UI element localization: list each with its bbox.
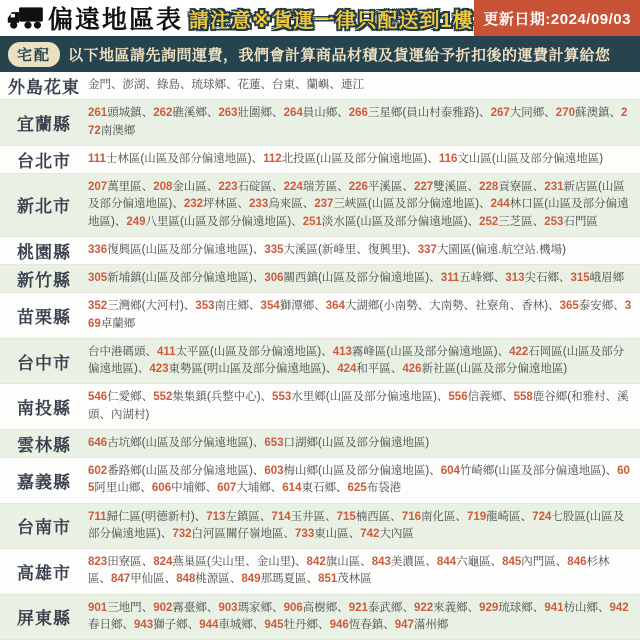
region-label: 台中市 xyxy=(17,353,71,373)
area-name: 台中港碼頭 xyxy=(88,345,146,358)
postal-code: 272 xyxy=(88,107,628,137)
delivery-warning-text: 請注意※貨運一律只配送到1樓 xyxy=(189,9,474,32)
area-name: 枋山鄉 xyxy=(563,601,598,614)
area-name: 布袋港 xyxy=(366,482,402,495)
postal-code: 842 xyxy=(306,556,326,568)
area-name: 水里鄉(山區及部分偏遠地區) xyxy=(291,391,437,404)
postal-code: 231 xyxy=(544,181,564,193)
area-name: 雙溪區 xyxy=(433,181,468,193)
postal-code: 724 xyxy=(532,510,552,523)
area-name: 金山區 xyxy=(172,181,207,193)
postal-code: 922 xyxy=(413,601,434,614)
area-name: 石岡區(山區及部分偏遠地區) xyxy=(88,345,625,375)
area-name: 綠島 xyxy=(157,79,180,91)
postal-code: 844 xyxy=(436,556,457,568)
area-name: 龍崎區 xyxy=(486,510,521,523)
area-name: 左鎮區 xyxy=(225,510,260,523)
table-row xyxy=(0,265,640,293)
postal-code: 226 xyxy=(348,181,368,193)
area-name: 三灣鄉(大河村) xyxy=(107,300,184,313)
postal-code: 625 xyxy=(347,482,367,495)
region-label: 屏東縣 xyxy=(17,609,71,629)
area-name: 恆春鎮 xyxy=(348,618,384,631)
area-name: 車城鄉 xyxy=(218,618,253,631)
area-name: 竹崎鄉(山區及部分偏遠地區) xyxy=(459,465,606,477)
postal-code: 849 xyxy=(241,573,261,586)
postal-code: 606 xyxy=(151,482,172,495)
postal-code: 208 xyxy=(153,181,173,193)
postal-code: 846 xyxy=(567,556,587,568)
table-row xyxy=(0,595,640,640)
postal-code: 223 xyxy=(218,181,238,193)
postal-code: 313 xyxy=(505,272,525,284)
postal-code: 364 xyxy=(325,300,345,313)
area-name: 三地門 xyxy=(107,601,142,614)
area-name: 滿州鄉 xyxy=(413,618,449,631)
postal-code: 227 xyxy=(413,181,434,193)
postal-code: 902 xyxy=(153,601,173,614)
area-name: 太平區(山區及部分偏遠地區) xyxy=(175,345,322,358)
area-name: 蘭嶼 xyxy=(306,79,330,91)
area-name: 八里區(山區及部分偏遠地區) xyxy=(145,215,292,228)
page-title: 偏遠地區表 xyxy=(48,6,184,34)
area-name: 白河區關仔嶺地區 xyxy=(191,527,284,540)
area-name: 那瑪夏區 xyxy=(260,573,307,586)
postal-code: 352 xyxy=(88,300,108,313)
area-name: 梅山鄉(山區及部分偏遠地區) xyxy=(283,465,430,477)
postal-code: 305 xyxy=(88,272,108,284)
area-name: 仁愛鄉 xyxy=(107,391,142,404)
postal-code: 943 xyxy=(134,618,154,631)
postal-code: 901 xyxy=(88,601,108,614)
postal-code: 232 xyxy=(183,198,204,211)
area-name: 旗山區 xyxy=(325,556,361,568)
area-name: 來義鄉 xyxy=(433,601,468,614)
area-list: 823田寮區、824燕巢區(尖山里、金山里)、842旗山區、843美濃區、844六龜區、845內門區、846杉林區、847甲仙區、848桃源區、849那瑪夏區、851茂林區 xyxy=(88,556,610,586)
area-name: 大園區(偏遠.航空站.機場) xyxy=(436,243,566,256)
postal-code: 422 xyxy=(509,345,529,358)
postal-code: 369 xyxy=(88,300,632,330)
table-row xyxy=(0,146,640,174)
region-label: 高雄市 xyxy=(17,563,71,583)
area-name: 峨眉鄉 xyxy=(589,272,625,284)
truck-icon xyxy=(6,5,44,31)
postal-code: 848 xyxy=(176,573,196,586)
postal-code: 264 xyxy=(283,107,303,120)
area-name: 南澳鄉 xyxy=(100,124,136,137)
table-row xyxy=(0,293,640,339)
postal-code: 336 xyxy=(88,243,108,256)
region-label: 新竹縣 xyxy=(17,271,71,291)
postal-code: 337 xyxy=(417,243,437,256)
area-name: 歸仁區(明德新村) xyxy=(106,510,195,523)
postal-code: 646 xyxy=(88,436,108,449)
postal-code: 207 xyxy=(88,181,108,193)
update-date-badge: 更新日期:2024/09/03 xyxy=(474,0,640,36)
postal-code: 716 xyxy=(401,510,421,523)
area-name: 東勢區(明山區及部分偏遠地區) xyxy=(168,363,326,375)
postal-code: 262 xyxy=(153,107,173,120)
area-name: 番路鄉(山區及部分偏遠地區) xyxy=(107,465,253,477)
region-table xyxy=(0,72,640,640)
postal-code: 413 xyxy=(332,345,352,358)
area-name: 萬里區 xyxy=(107,181,142,193)
postal-code: 824 xyxy=(153,556,173,568)
area-name: 淡水區(山區及部分偏遠地區) xyxy=(321,215,468,228)
area-name: 中埔鄉 xyxy=(171,482,206,495)
area-name: 泰武鄉 xyxy=(367,601,403,614)
area-name: 關西鎮(山區及部分偏遠地區) xyxy=(283,272,430,284)
postal-code: 423 xyxy=(149,363,169,375)
area-name: 烏來區 xyxy=(268,198,303,211)
postal-code: 843 xyxy=(371,556,391,568)
area-name: 七股區(山區及部分偏遠地區) xyxy=(88,510,625,540)
postal-code: 111 xyxy=(88,152,106,165)
region-label: 宜蘭縣 xyxy=(17,115,71,134)
area-name: 新埔鎮(山區及部分偏遠地區) xyxy=(107,272,253,284)
postal-code: 233 xyxy=(249,198,269,211)
area-name: 壯圍鄉 xyxy=(237,107,273,120)
area-name: 霧峰區(山區及部分偏遠地區) xyxy=(351,345,498,358)
area-name: 獅子鄉 xyxy=(153,618,188,631)
area-name: 蘇澳鎮 xyxy=(574,107,610,120)
area-name: 三星鄉(員山村泰雅路) xyxy=(367,107,480,120)
area-name: 集集鎮(兵整中心) xyxy=(172,391,261,404)
postal-code: 906 xyxy=(283,601,303,614)
area-list: 901三地門、902霧臺鄉、903瑪家鄉、906高樹鄉、921泰武鄉、922來義鄉、929琉球鄉、941枋山鄉、942春日鄉、943獅子鄉、944車城鄉、945牡丹鄉、946恆春鎮、947滿州鄉 xyxy=(88,601,629,631)
area-name: 阿里山鄉 xyxy=(94,482,141,495)
area-name: 高樹鄉 xyxy=(302,601,338,614)
notice-bar xyxy=(0,36,640,72)
area-list: 111士林區(山區及部分偏遠地區)、112北投區(山區及部分偏遠地區)、116文山區(山區及部分偏遠地區) xyxy=(88,152,604,165)
postal-code: 249 xyxy=(126,215,146,228)
area-list: 352三灣鄉(大河村)、353南庄鄉、354獅潭鄉、364大湖鄉(小南勢、大南勢、社寮角、香林)、365泰安鄉、369卓蘭鄉 xyxy=(88,300,632,330)
area-name: 楠西區 xyxy=(355,510,391,523)
postal-code: 947 xyxy=(394,618,414,631)
postal-code: 732 xyxy=(172,527,192,540)
area-name: 文山區(山區及部分偏遠地區) xyxy=(457,152,604,165)
area-name: 田寮區 xyxy=(107,556,142,568)
area-name: 信義鄉 xyxy=(467,391,503,404)
area-name: 花蓮 xyxy=(237,79,261,91)
postal-code: 823 xyxy=(88,556,108,568)
postal-code: 942 xyxy=(609,601,629,614)
postal-code: 604 xyxy=(440,465,460,477)
area-name: 復興區(山區及部分偏遠地區) xyxy=(107,243,253,256)
area-list: 金門、澎湖、綠島、琉球鄉、花蓮、台東、蘭嶼、連江 xyxy=(88,79,364,91)
area-name: 春日鄉 xyxy=(88,618,123,631)
table-row xyxy=(0,100,640,146)
area-name: 甲仙區 xyxy=(130,573,165,586)
area-name: 玉井區 xyxy=(290,510,326,523)
area-name: 三峽區(山區及部分偏遠地區) xyxy=(333,198,480,211)
postal-code: 267 xyxy=(490,107,510,120)
postal-code: 426 xyxy=(402,363,422,375)
region-label: 台北市 xyxy=(17,151,71,171)
postal-code: 603 xyxy=(264,465,284,477)
postal-code: 714 xyxy=(271,510,291,523)
postal-code: 713 xyxy=(206,510,226,523)
area-name: 和平區 xyxy=(356,363,391,375)
area-name: 鹿谷鄉(和雅村、溪頭、內湖村) xyxy=(88,391,629,421)
postal-code: 228 xyxy=(479,181,499,193)
notice-text: 以下地區請先詢問運費，我們會計算商品材積及貨運給予折扣後的運費計算給您 xyxy=(68,46,611,64)
postal-code: 553 xyxy=(272,391,292,404)
area-name: 五峰鄉 xyxy=(459,272,494,284)
area-name: 古坑鄉(山區及部分偏遠地區) xyxy=(107,436,253,449)
postal-code: 719 xyxy=(466,510,487,523)
postal-code: 263 xyxy=(218,107,238,120)
postal-code: 112 xyxy=(263,152,282,165)
area-name: 泰安鄉 xyxy=(578,300,614,313)
postal-code: 556 xyxy=(448,391,468,404)
area-list: 711歸仁區(明德新村)、713左鎮區、714玉井區、715楠西區、716南化區、719龍崎區、724七股區(山區及部分偏遠地區)、732白河區關仔嶺地區、733東山區、742大內區 xyxy=(88,510,625,540)
area-name: 頭城鎮 xyxy=(107,107,142,120)
postal-code: 602 xyxy=(88,465,108,477)
area-name: 石門區 xyxy=(563,215,598,228)
region-label: 台南市 xyxy=(17,518,71,538)
area-name: 卓蘭鄉 xyxy=(100,317,136,330)
postal-code: 353 xyxy=(195,300,215,313)
area-name: 霧臺鄉 xyxy=(172,601,207,614)
area-list: 261頭城鎮、262礁溪鄉、263壯圍鄉、264員山鄉、266三星鄉(員山村泰雅路)、267大同鄉、270蘇澳鎮、272南澳鄉 xyxy=(88,107,628,137)
area-name: 大湖鄉(小南勢、大南勢、社寮角、香林) xyxy=(344,300,549,313)
page-header xyxy=(0,0,640,36)
postal-code: 558 xyxy=(513,391,533,404)
postal-code: 851 xyxy=(318,573,338,586)
area-name: 琉球鄉 xyxy=(191,79,226,91)
postal-code: 946 xyxy=(329,618,349,631)
table-row xyxy=(0,72,640,100)
area-name: 東石鄉 xyxy=(301,482,336,495)
area-list: 646古坑鄉(山區及部分偏遠地區)、653口湖鄉(山區及部分偏遠地區) xyxy=(88,436,430,449)
postal-code: 845 xyxy=(502,556,522,568)
postal-code: 733 xyxy=(295,527,315,540)
postal-code: 424 xyxy=(337,363,357,375)
postal-code: 742 xyxy=(360,527,380,540)
area-name: 三芝區 xyxy=(498,215,533,228)
area-name: 連江 xyxy=(341,79,364,91)
area-name: 美濃區 xyxy=(390,556,426,568)
area-name: 東山區 xyxy=(314,527,349,540)
postal-code: 847 xyxy=(111,573,131,586)
area-name: 牡丹鄉 xyxy=(283,618,319,631)
postal-code: 711 xyxy=(88,510,107,523)
postal-code: 306 xyxy=(264,272,284,284)
postal-code: 315 xyxy=(570,272,590,284)
area-name: 口湖鄉(山區及部分偏遠地區) xyxy=(283,436,430,449)
table-row xyxy=(0,339,640,385)
area-name: 新社區(山區及部分偏遠地區) xyxy=(421,363,568,375)
postal-code: 224 xyxy=(283,181,303,193)
area-name: 尖石鄉 xyxy=(524,272,559,284)
postal-code: 715 xyxy=(336,510,356,523)
table-row xyxy=(0,504,640,550)
table-row xyxy=(0,458,640,504)
area-name: 大埔鄉 xyxy=(236,482,271,495)
postal-code: 252 xyxy=(479,215,499,228)
postal-code: 614 xyxy=(282,482,302,495)
table-row xyxy=(0,430,640,458)
area-name: 琉球鄉 xyxy=(498,601,533,614)
postal-code: 270 xyxy=(555,107,575,120)
postal-code: 251 xyxy=(302,215,322,228)
area-list: 207萬里區、208金山區、223石碇區、224瑞芳區、226平溪區、227雙溪區、228貢寮區、231新店區(山區及部分偏遠地區)、232坪林區、233烏來區、237三峽區(山區及部分偏遠地區)、244林口區(山區及部分偏遠地區)、249八里區(山區及部分偏遠地區)、251淡水區(山區及部分偏遠地區)、252三芝區、253石門區 xyxy=(88,181,629,228)
area-name: 大內區 xyxy=(379,527,414,540)
area-name: 士林區(山區及部分偏遠地區) xyxy=(105,152,252,165)
area-list: 546仁愛鄉、552集集鎮(兵整中心)、553水里鄉(山區及部分偏遠地區)、556信義鄉、558鹿谷鄉(和雅村、溪頭、內湖村) xyxy=(88,391,629,421)
area-name: 大同鄉 xyxy=(509,107,545,120)
area-list: 305新埔鎮(山區及部分偏遠地區)、306關西鎮(山區及部分偏遠地區)、311五峰鄉、313尖石鄉、315峨眉鄉 xyxy=(88,272,625,284)
region-label: 外島花東 xyxy=(8,78,80,98)
area-name: 新店區(山區及部分偏遠地區) xyxy=(88,181,625,211)
area-name: 桃源區 xyxy=(195,573,230,586)
postal-code: 929 xyxy=(479,601,499,614)
postal-code: 311 xyxy=(440,272,460,284)
area-name: 北投區(山區及部分偏遠地區) xyxy=(281,152,428,165)
postal-code: 653 xyxy=(264,436,284,449)
area-name: 石碇區 xyxy=(237,181,273,193)
area-name: 六龜區 xyxy=(456,556,491,568)
area-list: 602番路鄉(山區及部分偏遠地區)、603梅山鄉(山區及部分偏遠地區)、604竹崎鄉(山區及部分偏遠地區)、605阿里山鄉、606中埔鄉、607大埔鄉、614東石鄉、625布袋港 xyxy=(88,465,630,495)
area-name: 林口區(山區及部分偏遠地區) xyxy=(88,198,629,228)
postal-code: 944 xyxy=(199,618,219,631)
postal-code: 607 xyxy=(217,482,237,495)
region-label: 新北市 xyxy=(17,197,71,217)
postal-code: 365 xyxy=(559,300,579,313)
region-label: 苗栗縣 xyxy=(17,308,71,327)
area-name: 南化區 xyxy=(420,510,456,523)
area-name: 澎湖 xyxy=(122,79,146,91)
area-name: 金門 xyxy=(88,79,111,91)
area-name: 瑪家鄉 xyxy=(237,601,273,614)
postal-code: 116 xyxy=(438,152,458,165)
table-row xyxy=(0,237,640,265)
table-row xyxy=(0,384,640,430)
area-name: 平溪區 xyxy=(367,181,403,193)
postal-code: 266 xyxy=(348,107,368,120)
area-list: 台中港碼頭、411太平區(山區及部分偏遠地區)、413霧峰區(山區及部分偏遠地區)、422石岡區(山區及部分偏遠地區)、423東勢區(明山區及部分偏遠地區)、424和平區、426新社區(山區及部分偏遠地區) xyxy=(88,345,625,375)
postal-code: 253 xyxy=(544,215,564,228)
home-delivery-badge: 宅配 xyxy=(8,42,60,67)
region-label: 桃園縣 xyxy=(17,242,71,262)
table-row xyxy=(0,549,640,595)
area-name: 茂林區 xyxy=(337,573,372,586)
area-list: 336復興區(山區及部分偏遠地區)、335大溪區(新峰里、復興里)、337大園區(偏遠.航空站.機場) xyxy=(88,243,566,256)
area-name: 南庄鄉 xyxy=(214,300,250,313)
postal-code: 941 xyxy=(544,601,564,614)
region-label: 嘉義縣 xyxy=(17,472,71,492)
postal-code: 945 xyxy=(264,618,284,631)
area-name: 杉林區 xyxy=(88,556,610,586)
area-name: 燕巢區(尖山里、金山里) xyxy=(172,556,296,568)
area-name: 瑞芳區 xyxy=(302,181,338,193)
region-label: 南投縣 xyxy=(17,399,71,418)
postal-code: 546 xyxy=(88,391,108,404)
postal-code: 921 xyxy=(348,601,368,614)
postal-code: 237 xyxy=(314,198,334,211)
postal-code: 411 xyxy=(157,345,176,358)
postal-code: 335 xyxy=(264,243,284,256)
area-name: 礁溪鄉 xyxy=(172,107,207,120)
postal-code: 605 xyxy=(88,465,630,495)
area-name: 大溪區(新峰里、復興里) xyxy=(283,243,407,256)
area-name: 台東 xyxy=(272,79,295,91)
area-name: 內門區 xyxy=(521,556,556,568)
area-name: 獅潭鄉 xyxy=(279,300,315,313)
area-name: 員山鄉 xyxy=(302,107,338,120)
postal-code: 354 xyxy=(260,300,280,313)
table-row xyxy=(0,174,640,237)
postal-code: 261 xyxy=(88,107,108,120)
postal-code: 552 xyxy=(153,391,173,404)
area-name: 坪林區 xyxy=(203,198,238,211)
area-name: 貢寮區 xyxy=(498,181,533,193)
postal-code: 903 xyxy=(218,601,238,614)
region-label: 雲林縣 xyxy=(17,435,71,455)
postal-code: 244 xyxy=(490,198,510,211)
